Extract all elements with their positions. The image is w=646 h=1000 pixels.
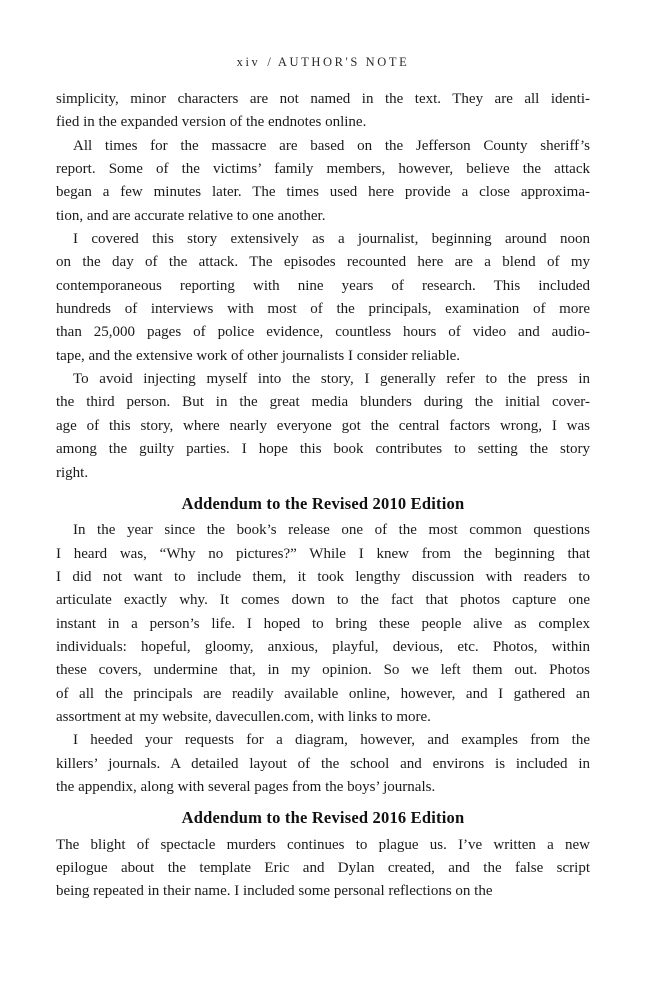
section-heading: Addendum to the Revised 2016 Edition — [181, 808, 465, 828]
text-line: right. — [56, 464, 89, 481]
text-line: age of this story, where nearly everyone got the central factors wrong, I was — [56, 417, 590, 434]
text-line: the third person. But in the great media blunders during the initial cover- — [56, 394, 590, 411]
running-head — [0, 55, 646, 70]
text-line: hundreds of interviews with most of the principals, examination of more — [56, 301, 590, 318]
text-line: of all the principals are readily available online, however, and I gathered an — [56, 685, 590, 702]
text-line: than 25,000 pages of police evidence, countless hours of video and audio- — [56, 324, 590, 341]
paragraph — [56, 834, 590, 904]
page-number: xiv — [236, 55, 261, 69]
text-line: killers’ journals. A detailed layout of the school and environs is included in — [56, 755, 590, 772]
text-line: report. Some of the victims’ family members, however, believe the attack — [56, 161, 590, 178]
paragraph — [56, 368, 590, 485]
text-line: among the guilty parties. I hope this book contributes to setting the story — [56, 441, 590, 458]
text-line: contemporaneous reporting with nine years of research. This included — [56, 277, 590, 294]
text-line: began a few minutes later. The times used here provide a close approxima- — [56, 184, 590, 201]
text-line: on the day of the attack. The episodes recounted here are a blend of my — [56, 254, 590, 271]
text-line: articulate exactly why. It comes down to the fact that photos capture one — [56, 592, 590, 609]
paragraph — [56, 228, 590, 368]
text-line: the appendix, along with several pages from the boys’ journals. — [56, 778, 436, 795]
text-line: instant in a person’s life. I hoped to bring these people alive as complex — [56, 615, 590, 632]
text-line: All times for the massacre are based on the Jefferson County sheriff’s — [73, 137, 590, 154]
text-line: epilogue about the template Eric and Dylan created, and the false script — [56, 860, 590, 876]
text-line: these covers, undermine that, in my opinion. So we left them out. Photos — [56, 662, 590, 679]
text-line: tion, and are accurate relative to one another. — [56, 207, 326, 224]
text-line: In the year since the book’s release one of the most common questions — [73, 522, 590, 539]
text-line: assortment at my website, davecullen.com, with links to more. — [56, 708, 431, 725]
text-line: simplicity, minor characters are not named in the text. They are all identi- — [56, 91, 590, 107]
text-line: To avoid injecting myself into the story, I generally refer to the press in — [73, 371, 590, 388]
text-line: I did not want to include them, it took lengthy discussion with readers to — [56, 568, 590, 585]
text-line: I covered this story extensively as a journalist, beginning around noon — [73, 231, 590, 248]
paragraph — [56, 135, 590, 228]
text-line: fied in the expanded version of the endnotes online. — [56, 114, 367, 131]
text-line: tape, and the extensive work of other journalists I consider reliable. — [56, 347, 461, 364]
text-line: I heard was, “Why no pictures?” While I knew from the beginning that — [56, 545, 590, 562]
paragraph — [56, 729, 590, 799]
paragraph — [56, 88, 590, 135]
text-line: The blight of spectacle murders continues to plague us. I’ve written a new — [56, 836, 590, 853]
section-title: AUTHOR'S NOTE — [277, 55, 410, 69]
section-heading: Addendum to the Revised 2010 Edition — [181, 493, 465, 513]
text-line: individuals: hopeful, gloomy, anxious, playful, devious, etc. Photos, within — [56, 638, 590, 655]
text-block — [56, 88, 590, 904]
header-separator: / — [267, 55, 271, 69]
paragraph — [56, 519, 590, 729]
text-line: I heeded your requests for a diagram, however, and examples from the — [73, 732, 590, 749]
text-line: being repeated in their name. I included some personal reflections on the — [56, 883, 493, 900]
